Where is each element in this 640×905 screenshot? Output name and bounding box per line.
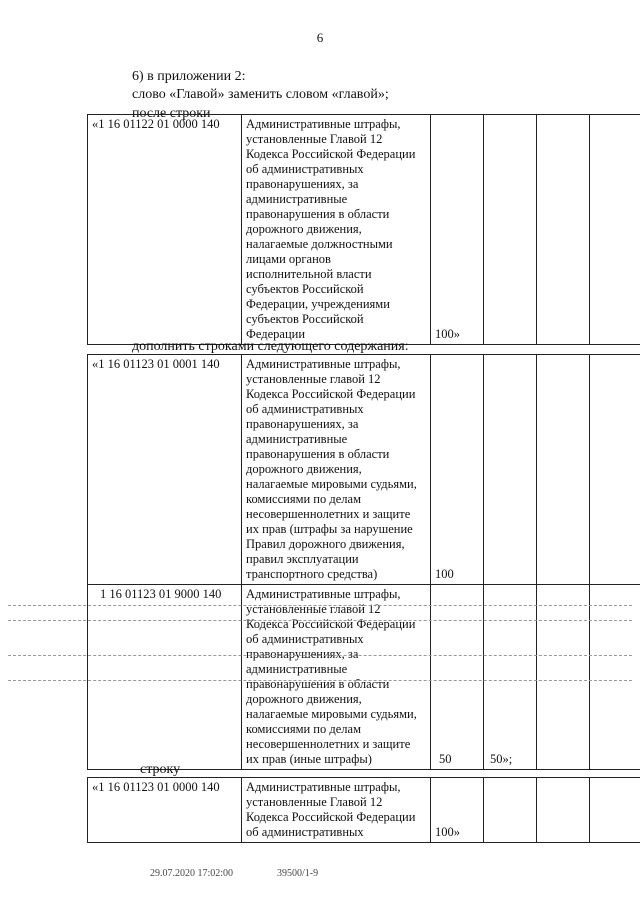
scan-artifact-line: [8, 655, 632, 656]
table-row: [88, 778, 640, 843]
scan-artifact-line: [8, 620, 632, 621]
intro-replace: слово «Главой» заменить словом «главой»;: [132, 87, 389, 102]
empty-cell: [537, 115, 590, 345]
table-row: [88, 585, 640, 770]
norm-value-2: 50»;: [484, 585, 537, 770]
empty-cell: [590, 355, 640, 585]
norm-value: 100»: [431, 778, 484, 843]
row-label: строку: [140, 762, 181, 777]
table-before-row: [87, 114, 640, 345]
empty-cell: [484, 778, 537, 843]
intro-item: 6) в приложении 2:: [132, 69, 246, 84]
row-description: Административные штрафы, установленные Главой 12 Кодекса Российской Федерации об административных правонарушениях, за административные правонарушения в области дорожного движения, налагаемые должностными лицами органов исполнительной власти субъектов Российской Федерации, учреждениями субъектов Российской Федерации: [242, 115, 431, 345]
table-row-block: [87, 777, 640, 843]
scan-artifact-line: [8, 680, 632, 681]
empty-cell: [590, 778, 640, 843]
empty-cell: [484, 355, 537, 585]
intro-after-row: после строки: [132, 106, 211, 121]
row-description: Административные штрафы, установленные главой 12 Кодекса Российской Федерации об административных правонарушениях, за административные правонарушения в области дорожного движения, налагаемые мировыми судьями, комиссиями по делам несовершеннолетних и защите их прав (иные штрафы): [242, 585, 431, 770]
row-description: Административные штрафы, установленные Главой 12 Кодекса Российской Федерации об административных: [242, 778, 431, 843]
kbk-code: «1 16 01122 01 0000 140: [88, 115, 242, 345]
table-row: [88, 355, 640, 585]
empty-cell: [537, 355, 590, 585]
norm-value: 100: [431, 355, 484, 585]
row-description: Административные штрафы, установленные главой 12 Кодекса Российской Федерации об административных правонарушениях, за административные правонарушения в области дорожного движения, налагаемые мировыми судьями, комиссиями по делам несовершеннолетних и защите их прав (штрафы за нарушение Правил дорожного движения, правил эксплуатации транспортного средства): [242, 355, 431, 585]
norm-value: 100»: [431, 115, 484, 345]
footer-timestamp: 29.07.2020 17:02:00: [150, 868, 234, 879]
empty-cell: [590, 115, 640, 345]
kbk-code: «1 16 01123 01 0000 140: [88, 778, 242, 843]
kbk-code: 1 16 01123 01 9000 140: [88, 585, 242, 770]
footer-doc-id: 39500/1-9: [277, 868, 319, 879]
empty-cell: [537, 585, 590, 770]
add-rows-label: дополнить строками следующего содержания:: [132, 339, 409, 354]
kbk-code: «1 16 01123 01 0001 140: [88, 355, 242, 585]
norm-value: 50: [431, 585, 484, 770]
empty-cell: [590, 585, 640, 770]
empty-cell: [484, 115, 537, 345]
table-new-rows: [87, 354, 640, 770]
empty-cell: [537, 778, 590, 843]
page-number: 6: [316, 30, 324, 45]
table-row: [88, 115, 640, 345]
scan-artifact-line: [8, 605, 632, 606]
